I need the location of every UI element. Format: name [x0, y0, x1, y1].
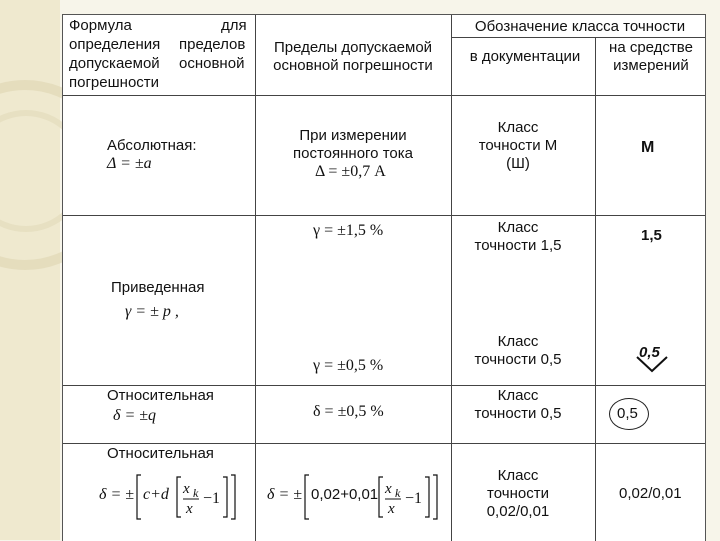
row-reduced-formula: γ = ± p , — [125, 303, 179, 320]
header-device: на средстве измерений — [609, 39, 693, 74]
limit-lhs: δ = ± — [267, 486, 303, 503]
row-absolute-formula: Δ = ±a — [107, 155, 152, 172]
row-relative2-formula — [99, 465, 249, 525]
row-divider — [63, 443, 705, 444]
row-reduced-doc-1: Класс точности 1,5 — [474, 219, 562, 254]
header-formula-word: пределов — [179, 36, 246, 53]
row-reduced-limit-1: γ = ±1,5 % — [313, 222, 384, 239]
header-formula-word: определения — [69, 36, 161, 53]
row-reduced-doc-2: Класс точности 0,5 — [474, 333, 562, 368]
header-formula-word: для — [221, 17, 247, 34]
row-relative2-limit — [267, 465, 447, 525]
row-reduced-device-2: 0,5 — [639, 344, 660, 361]
row-reduced-device-1: 1,5 — [641, 227, 662, 244]
row-relative1-device: 0,5 — [617, 405, 638, 422]
limit-tail: −1 — [405, 490, 423, 507]
row-absolute-device: М — [641, 139, 655, 156]
limit-mid: 0,02+0,01 — [311, 486, 379, 503]
header-formula-word: допускаемой — [69, 55, 160, 72]
row-relative1-name: Относительная — [107, 387, 214, 404]
row-absolute-limit-text: При измерении постоянного тока — [293, 127, 413, 162]
row-relative1-limit: δ = ±0,5 % — [313, 403, 384, 420]
limit-k: k — [395, 486, 401, 500]
row-divider — [63, 385, 705, 386]
formula-lhs: δ = ± — [99, 486, 135, 503]
class-mark-in-triangle — [635, 337, 669, 373]
column-divider — [255, 15, 256, 541]
row-relative2-device: 0,02/0,01 — [619, 485, 682, 502]
row-divider — [452, 37, 705, 38]
row-divider — [63, 215, 705, 216]
row-relative1-doc: Класс точности 0,5 — [474, 387, 562, 422]
column-divider — [451, 15, 452, 541]
limit-x: x — [388, 501, 395, 517]
formula-xk: x — [183, 481, 190, 497]
limit-xk: x — [385, 481, 392, 497]
header-limits: Пределы допускаемой основной погрешности — [273, 39, 433, 74]
formula-tail: −1 — [203, 490, 221, 507]
header-formula-word: погрешности — [69, 74, 160, 91]
row-absolute-name: Абсолютная: — [107, 137, 197, 154]
accuracy-class-table — [62, 14, 706, 541]
row-absolute-doc: Класс точности М (Ш) — [478, 119, 558, 172]
header-formula-word: основной — [179, 55, 245, 72]
row-relative2-doc: Класс точности 0,02/0,01 — [486, 467, 550, 520]
header-formula-word: Формула — [69, 17, 132, 34]
row-relative1-formula: δ = ±q — [113, 407, 157, 424]
row-reduced-name: Приведенная — [111, 279, 205, 296]
formula-k: k — [193, 486, 199, 500]
formula-cd: c+d — [143, 486, 169, 503]
column-divider — [595, 37, 596, 541]
header-class: Обозначение класса точности — [474, 18, 686, 35]
row-absolute-limit-formula: Δ = ±0,7 А — [315, 163, 386, 180]
row-reduced-limit-2: γ = ±0,5 % — [313, 357, 384, 374]
formula-x: x — [186, 501, 193, 517]
header-doc: в документации — [469, 48, 581, 65]
row-divider — [63, 95, 705, 96]
row-relative2-name: Относительная — [107, 445, 214, 462]
